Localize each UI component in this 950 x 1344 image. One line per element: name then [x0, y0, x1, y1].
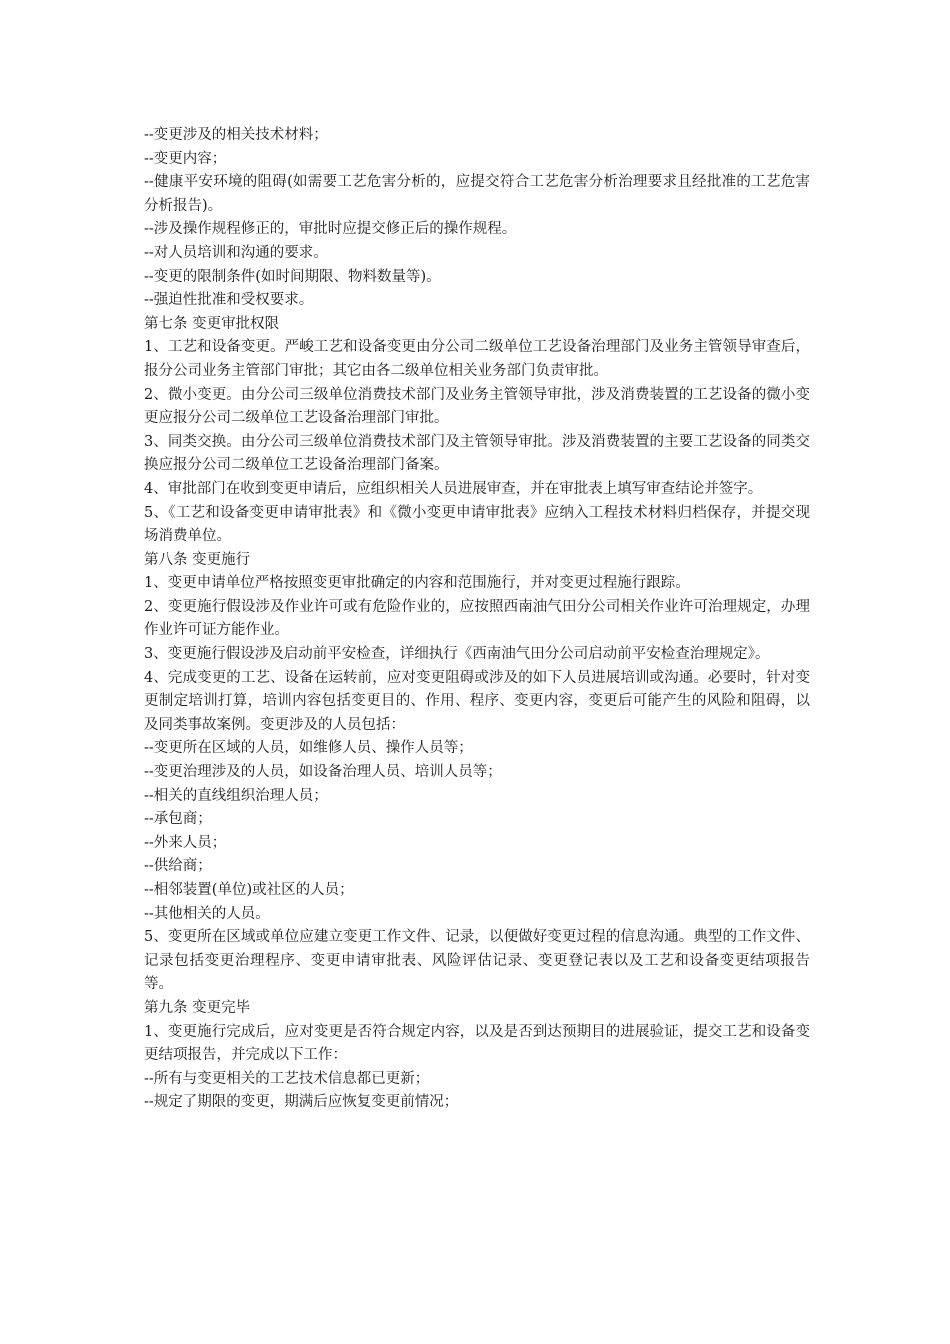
paragraph: 5、《工艺和设备变更申请审批表》和《微小变更申请审批表》应纳入工程技术材料归档保存，并提交现场消费单位。 [144, 504, 810, 545]
list-item: --外来人员； [144, 834, 227, 851]
paragraph: 1、工艺和设备变更。严峻工艺和设备变更由分公司二级单位工艺设备治理部门及业务主管领导审查后，报分公司业务主管部门审批；其它由各二级单位相关业务部门负责审批。 [144, 339, 810, 379]
list-item: --规定了期限的变更，期满后应恢复变更前情况； [144, 1094, 459, 1111]
section-heading: 第八条 变更施行 [144, 551, 251, 568]
list-item: --供给商； [144, 858, 212, 875]
paragraph: 5、变更所在区域或单位应建立变更工作文件、记录，以便做好变更过程的信息沟通。典型的工作文件、记录包括变更治理程序、变更申请审批表、风险评估记录、变更登记表以及工艺和设备变更结项报告等。 [144, 929, 810, 993]
list-item: --相关的直线组织治理人员； [144, 787, 328, 804]
list-item: --相邻装置(单位)或社区的人员； [144, 882, 354, 898]
section-heading: 第九条 变更完毕 [144, 999, 251, 1016]
list-item: --变更的限制条件(如时间期限、物料数量等)。 [144, 268, 441, 285]
paragraph: 2、微小变更。由分公司三级单位消费技术部门及业务主管领导审批，涉及消费装置的工艺设备的微小变更应报分公司二级单位工艺设备治理部门审批。 [144, 386, 810, 427]
document-body [144, 124, 810, 1115]
list-item: --承包商； [144, 811, 212, 828]
list-item: --所有与变更相关的工艺技术信息都已更新； [144, 1070, 430, 1087]
list-item: --涉及操作规程修正的，审批时应提交修正后的操作规程。 [144, 221, 517, 238]
list-item: --健康平安环境的阻碍(如需要工艺危害分析的，应提交符合工艺危害分析治理要求且经批准的工艺危害分析报告)。 [144, 174, 810, 214]
paragraph: 1、变更申请单位严格按照变更审批确定的内容和范围施行，并对变更过程施行跟踪。 [144, 575, 690, 592]
section-heading: 第七条 变更审批权限 [144, 315, 280, 332]
paragraph: 4、审批部门在收到变更申请后，应组织相关人员进展审查，并在审批表上填写审查结论并签字。 [144, 480, 763, 497]
paragraph: 1、变更施行完成后，应对变更是否符合规定内容，以及是否到达预期目的进展验证，提交工艺和设备变更结项报告，并完成以下工作： [144, 1023, 810, 1064]
list-item: --变更涉及的相关技术材料； [144, 127, 328, 143]
paragraph: 3、变更施行假设涉及启动前平安检查，详细执行《西南油气田分公司启动前平安检查治理规定》。 [144, 646, 770, 663]
list-item: --强迫性批准和受权要求。 [144, 292, 314, 309]
list-item: --其他相关的人员。 [144, 905, 270, 922]
list-item: --变更所在区域的人员，如维修人员、操作人员等； [144, 740, 473, 757]
list-item: --变更治理涉及的人员，如设备治理人员、培训人员等； [144, 764, 502, 781]
list-item: --变更内容； [144, 150, 227, 167]
paragraph: 4、完成变更的工艺、设备在运转前，应对变更阻碍或涉及的如下人员进展培训或沟通。必要时，针对变更制定培训打算，培训内容包括变更目的、作用、程序、变更内容，变更后可能产生的风险和阻碍，以及同类事故案例。变更涉及的人员包括： [144, 669, 810, 733]
paragraph: 2、变更施行假设涉及作业许可或有危险作业的，应按照西南油气田分公司相关作业许可治理规定，办理作业许可证方能作业。 [144, 598, 810, 639]
list-item: --对人员培训和沟通的要求。 [144, 244, 328, 261]
paragraph: 3、同类交换。由分公司三级单位消费技术部门及主管领导审批。涉及消费装置的主要工艺设备的同类交换应报分公司二级单位工艺设备治理部门备案。 [144, 433, 810, 474]
